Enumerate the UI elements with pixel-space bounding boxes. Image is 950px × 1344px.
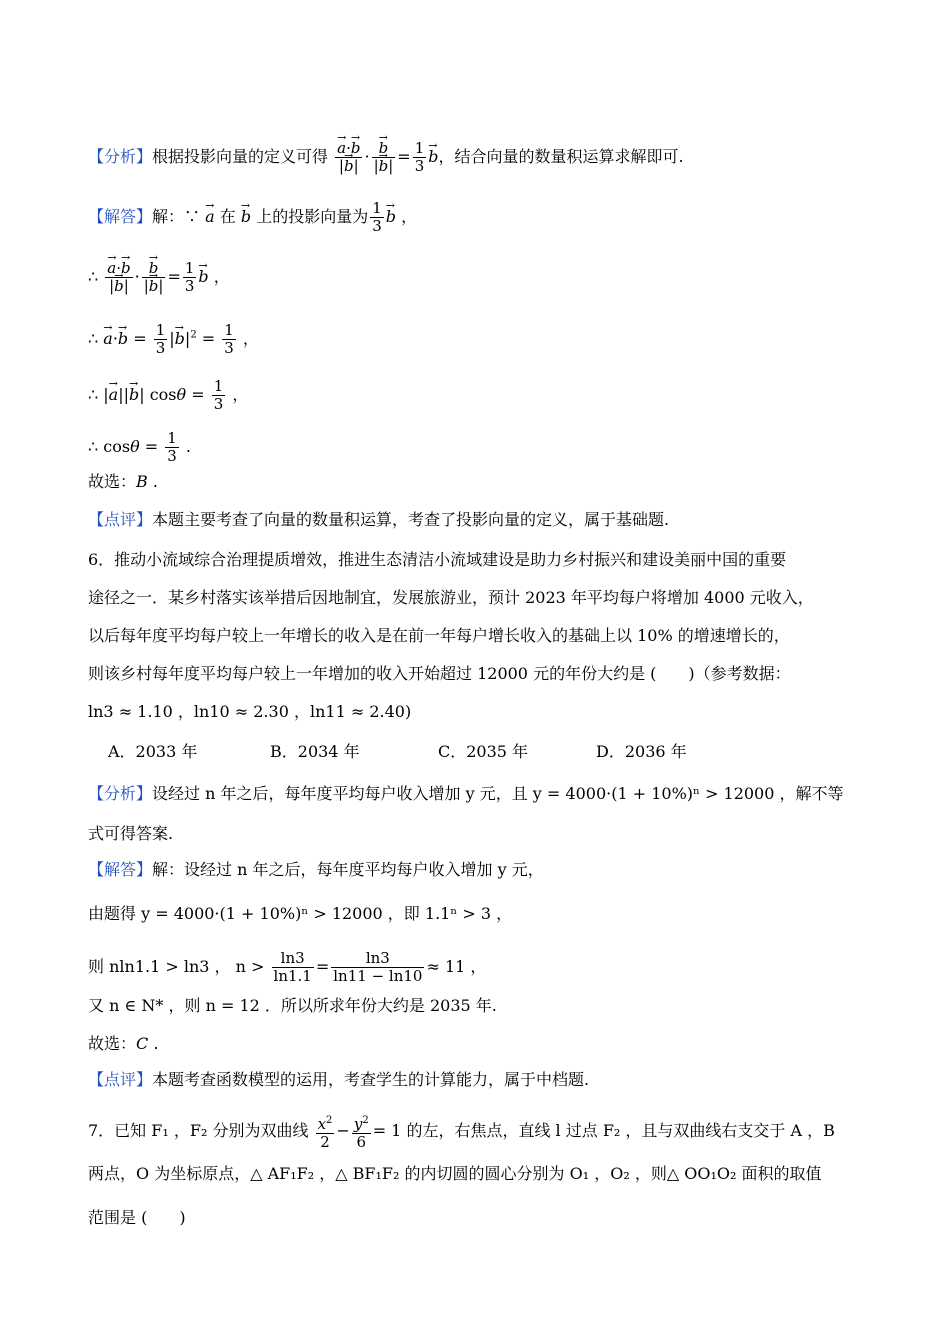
q5-step3: ∴ |→ a||→ b| cosθ = $\frac{1}{3}$ ，: [88, 378, 248, 413]
q6-stem-1: 6．推动小流域综合治理提质增效，推进生态清洁小流域建设是助力乡村振兴和建设美丽中国的重要: [88, 550, 787, 569]
q5-solution-line1: 【解答】解：∵ → a 在 → b 上的投影向量为 $\frac{1}{3}$ → b ，: [88, 200, 417, 235]
fraction: $\frac{1}{3}$: [414, 139, 425, 175]
solution-tag: 【解答】: [88, 860, 153, 879]
analysis-text: 根据投影向量的定义可得: [152, 147, 329, 166]
answer: C: [136, 1034, 149, 1053]
review-text: 本题主要考查了向量的数量积运算，考查了投影向量的定义，属于基础题.: [152, 510, 670, 529]
fraction: $\frac{\ln 3}{\ln 1.1}$: [273, 949, 312, 985]
q7-text: = 1 的左，右焦点，直线 l 过点 F₂ ，且与双曲线右支交于 A ，B: [372, 1121, 835, 1140]
fraction: $\frac{\ln 3}{\ln 11 - \ln 10}$: [333, 949, 423, 985]
fraction: → $\frac{b}{|\to b|}$: [142, 260, 166, 295]
fraction: $\frac{1}{3}$: [372, 199, 382, 235]
solution-text: ≈ 11 ，: [426, 957, 487, 976]
q6-stem-3: 以后每年度平均每户较上一年增长的收入是在前一年每户增长收入的基础上以 10% 的增速增长的，: [88, 626, 790, 645]
q6-stem-2: 途径之一．某乡村落实该举措后因地制宜，发展旅游业，预计 2023 年平均每户将增加 4000 元收入，: [88, 588, 814, 607]
analysis-text-2: ，结合向量的数量积运算求解即可.: [438, 147, 684, 166]
review-tag: 【点评】: [88, 1070, 153, 1089]
analysis-tag: 【分析】: [88, 784, 153, 803]
option-d[interactable]: D．2036 年: [596, 742, 687, 761]
q6-solution: [88, 860, 544, 880]
review-text: 本题考查函数模型的运用，考查学生的计算能力，属于中档题.: [152, 1070, 590, 1089]
q6-stem-5: ln3 ≈ 1.10 ，ln10 ≈ 2.30 ，ln11 ≈ 2.40): [88, 702, 412, 721]
option-c[interactable]: C．2035 年: [438, 742, 529, 761]
q6-analysis: [88, 784, 844, 804]
q6-stem-4: 则该乡村每年度平均每户较上一年增加的收入开始超过 12000 元的年份大约是 ( )（参考数据：: [88, 664, 791, 683]
choice-label: 故选：: [88, 1034, 137, 1053]
q7-stem-3: 范围是 ( ): [88, 1208, 186, 1227]
fraction: $\frac{y^2}{6}$: [352, 1112, 371, 1151]
fraction: → $\frac{a\cdot\to b}{|\to b|}$: [335, 140, 362, 175]
solution-text: 解：设经过 n 年之后，每年度平均每户收入增加 y 元，: [152, 860, 544, 879]
fraction: $\frac{1}{3}$: [155, 321, 166, 357]
q6-options: [108, 742, 687, 762]
fraction: → $\frac{a\cdot\to b}{|\to b|}$: [105, 260, 132, 295]
q5-review: [88, 510, 669, 530]
solution-text: 解：: [152, 207, 185, 226]
fraction: $\frac{1}{3}$: [167, 429, 177, 465]
q7-stem-2: 两点，O 为坐标原点，△ AF₁F₂ ，△ BF₁F₂ 的内切圆的圆心分别为 O₁ ，O₂ ，则△ OO₁O₂ 面积的取值: [88, 1164, 822, 1183]
q5-choice: 故选：B .: [88, 472, 158, 491]
q6-choice: 故选：C .: [88, 1034, 159, 1053]
fraction: $\frac{1}{3}$: [213, 377, 224, 413]
analysis-tag: 【分析】: [88, 147, 153, 166]
q6-solution-2: 由题得 y = 4000·(1 + 10%)ⁿ > 12000 ，即 1.1ⁿ > 3 ，: [88, 904, 513, 923]
answer: B: [136, 472, 148, 491]
option-b[interactable]: B．2034 年: [270, 742, 360, 761]
q5-step4: ∴ cosθ = $\frac{1}{3}$ .: [88, 429, 192, 465]
option-a[interactable]: A．2033 年: [108, 742, 198, 761]
solution-text: 上的投影向量为: [256, 207, 369, 226]
q6-review: [88, 1070, 589, 1090]
fraction: $\frac{1}{3}$: [184, 259, 195, 295]
solution-tag: 【解答】: [88, 207, 153, 226]
review-tag: 【点评】: [88, 510, 153, 529]
fraction: $\frac{1}{3}$: [224, 321, 234, 357]
q5-step1: ∴ → $\frac{a\cdot\to b}{|\to b|}$ · → $\frac{b}{|\to b|}$ = $\frac{1}{3}$ → b ，: [88, 260, 230, 295]
q7-text: 7．已知 F₁ ，F₂ 分别为双曲线: [88, 1121, 309, 1140]
choice-label: 故选：: [88, 472, 137, 491]
q7-stem-1: 7．已知 F₁ ，F₂ 分别为双曲线 $\frac{x^2}{2}$ − $\frac{y^2}{6}$ = 1 的左，右焦点，直线 l 过点 F₂ ，且与双曲线右支交于 A ，B: [88, 1112, 835, 1151]
q5-step2: ∴ → a·→ b = $\frac{1}{3}$ |→ $b|^2$ = $\frac{1}{3}$ ，: [88, 322, 259, 357]
fraction: → $\frac{b}{|\to b|}$: [372, 140, 396, 175]
q6-solution-4: 又 n ∈ N* ，则 n = 12 ．所以所求年份大约是 2035 年.: [88, 996, 497, 1015]
fraction: $\frac{x^2}{2}$: [316, 1112, 335, 1151]
q6-analysis-2: 式可得答案.: [88, 824, 174, 843]
solution-text: 在: [219, 207, 236, 226]
solution-text: 则 nln1.1 > ln3 ，: [88, 957, 231, 976]
solution-text: n >: [235, 957, 265, 976]
analysis-text: 设经过 n 年之后，每年度平均每户收入增加 y 元，且 y = 4000·(1 + 10%)ⁿ > 12000 ，解不等: [152, 784, 844, 803]
q5-analysis: 【分析】根据投影向量的定义可得 → $\frac{a\cdot\to b}{|\to b|}$ · → $\frac{b}{|\to b|}$ = $\frac{1}{3}$ → b，结合向量的数量积运算求解即可.: [88, 140, 684, 175]
q6-solution-3: 则 nln1.1 > ln3 ， n > $\frac{\ln 3}{\ln 1.1}$ = $\frac{\ln 3}{\ln 11 - \ln 10}$ ≈ 11 ，: [88, 949, 487, 985]
